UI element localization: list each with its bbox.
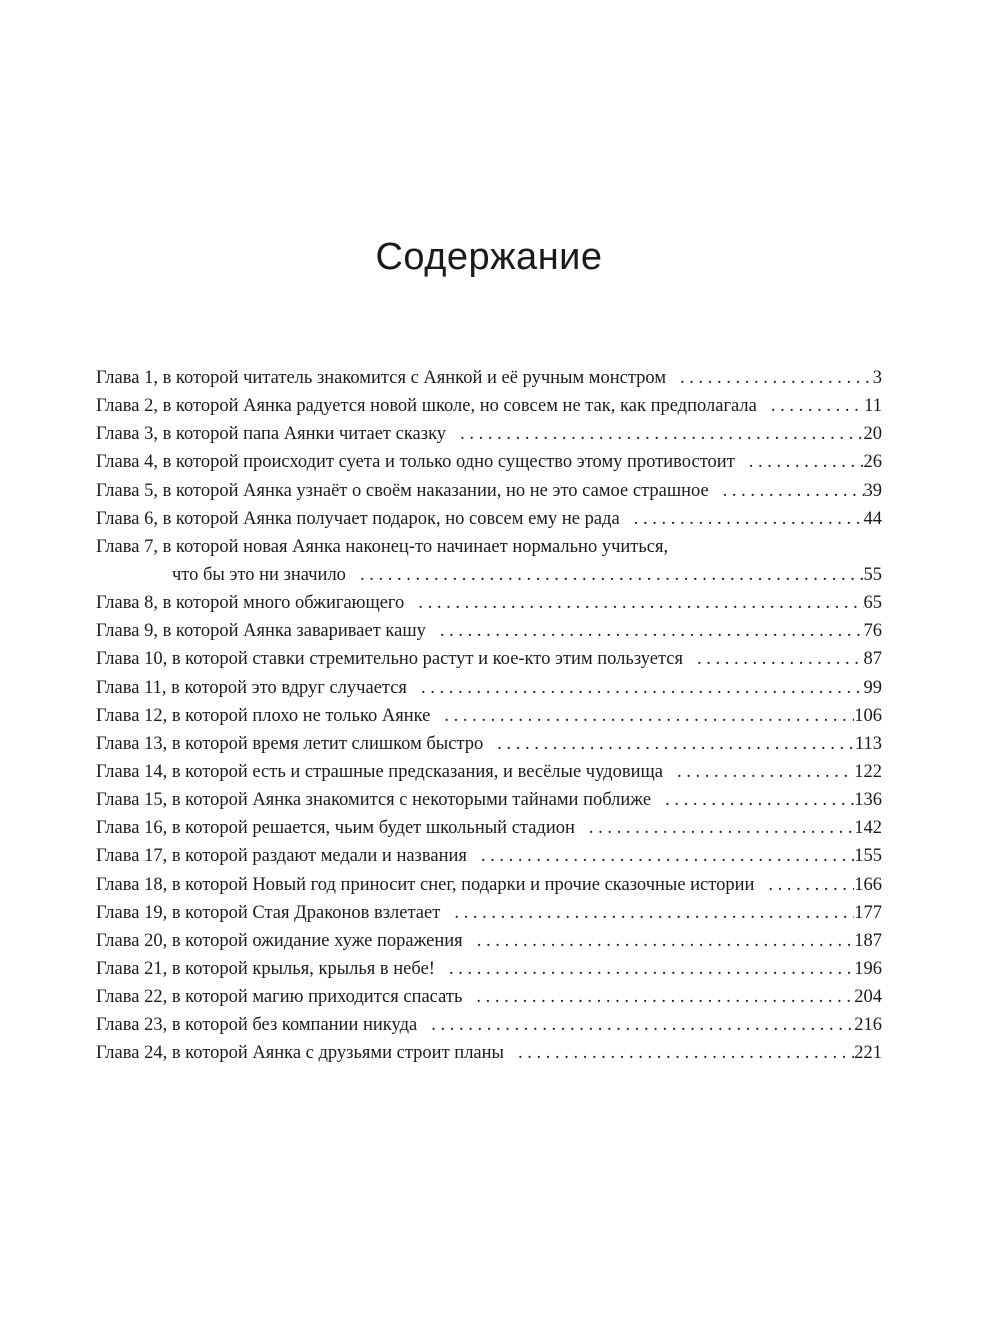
toc-entry-page: 122	[854, 761, 882, 782]
dot-leader	[431, 1011, 854, 1039]
toc-entry-4	[96, 448, 882, 476]
toc-entry-label: Глава 9, в которой Аянка заваривает кашу	[96, 621, 426, 642]
dot-leader	[723, 477, 864, 505]
toc-entry-label: Глава 15, в которой Аянка знакомится с некоторыми тайнами поближе	[96, 790, 652, 811]
toc-entry-5	[96, 477, 882, 505]
toc-entry-page: 99	[863, 677, 882, 698]
dot-leader	[680, 364, 873, 392]
toc-entry-label: Глава 16, в которой решается, чьим будет школьный стадион	[96, 818, 575, 839]
dot-leader	[697, 645, 863, 673]
toc-entry-page: 26	[863, 452, 882, 473]
dot-leader	[454, 899, 854, 927]
dot-leader	[444, 702, 854, 730]
dot-leader	[477, 927, 855, 955]
toc-entry-label: Глава 19, в которой Стая Драконов взлетает	[96, 902, 441, 923]
toc-entry-page: 142	[854, 818, 882, 839]
toc-entry-18	[96, 871, 882, 899]
dot-leader	[768, 871, 854, 899]
toc-entry-page: 76	[863, 621, 882, 642]
toc-entry-label: Глава 23, в которой без компании никуда	[96, 1015, 418, 1036]
dot-leader	[665, 786, 854, 814]
toc-entry-page: 11	[864, 396, 882, 417]
toc-entry-label: Глава 2, в которой Аянка радуется новой школе, но совсем не так, как предполагала	[96, 396, 757, 417]
toc-entry-continuation: что бы это ни значило	[172, 564, 346, 585]
toc-entry-page: 44	[863, 508, 882, 529]
toc-entry-page: 3	[872, 368, 882, 388]
dot-leader	[634, 505, 864, 533]
toc-entry-17	[96, 842, 882, 870]
toc-entry-14	[96, 758, 882, 786]
toc-entry-16	[96, 814, 882, 842]
toc-entry-12	[96, 702, 882, 730]
toc-entry-13	[96, 730, 882, 758]
table-of-contents	[96, 364, 882, 1068]
dot-leader	[421, 674, 864, 702]
toc-entry-label: Глава 5, в которой Аянка узнаёт о своём наказании, но не это самое страшное	[96, 480, 709, 501]
toc-entry-page: 136	[854, 790, 882, 811]
toc-entry-label: Глава 24, в которой Аянка с друзьями строит планы	[96, 1043, 504, 1064]
toc-entry-24	[96, 1039, 882, 1067]
toc-entry-22	[96, 983, 882, 1011]
toc-entry-page: 113	[854, 733, 882, 754]
toc-entry-page: 155	[854, 846, 882, 867]
toc-entry-11	[96, 674, 882, 702]
toc-entry-label: Глава 21, в которой крылья, крылья в небе!	[96, 958, 435, 979]
toc-entry-21	[96, 955, 882, 983]
toc-entry-15	[96, 786, 882, 814]
dot-leader	[749, 448, 864, 476]
dot-leader	[677, 758, 854, 786]
dot-leader	[476, 983, 854, 1011]
toc-entry-page: 196	[854, 958, 882, 979]
toc-entry-label: Глава 10, в которой ставки стремительно растут и кое-кто этим пользуется	[96, 649, 684, 670]
dot-leader	[481, 842, 854, 870]
toc-entry-page: 106	[854, 705, 882, 726]
toc-entry-label: Глава 13, в которой время летит слишком быстро	[96, 733, 484, 754]
toc-entry-label: Глава 12, в которой плохо не только Аянке	[96, 705, 431, 726]
toc-entry-continuation-line	[96, 561, 882, 589]
dot-leader	[360, 561, 864, 589]
toc-entry-7	[96, 533, 882, 589]
page-title: Содержание	[375, 236, 603, 278]
toc-entry-label: Глава 18, в которой Новый год приносит снег, подарки и прочие сказочные истории	[96, 874, 755, 895]
toc-entry-label: Глава 6, в которой Аянка получает подарок, но совсем ему не рада	[96, 508, 620, 529]
toc-entry-page: 204	[854, 987, 882, 1008]
toc-entry-page: 20	[863, 424, 882, 445]
toc-entry-label: Глава 20, в которой ожидание хуже поражения	[96, 930, 463, 951]
toc-entry-20	[96, 927, 882, 955]
toc-entry-label: Глава 3, в которой папа Аянки читает сказку	[96, 424, 447, 445]
toc-entry-label: Глава 4, в которой происходит суета и только одно существо этому противостоит	[96, 452, 735, 473]
toc-entry-page: 166	[854, 874, 882, 895]
toc-entry-page: 216	[854, 1015, 882, 1036]
toc-entry-10	[96, 645, 882, 673]
toc-entry-19	[96, 899, 882, 927]
toc-entry-8	[96, 589, 882, 617]
toc-entry-label: Глава 1, в которой читатель знакомится с Аянкой и её ручным монстром	[96, 368, 667, 388]
toc-entry-9	[96, 617, 882, 645]
dot-leader	[589, 814, 854, 842]
toc-entry-label: Глава 22, в которой магию приходится спасать	[96, 987, 463, 1008]
toc-entry-page: 65	[863, 593, 882, 614]
toc-entry-page: 221	[854, 1043, 882, 1064]
dot-leader	[497, 730, 855, 758]
dot-leader	[771, 392, 864, 420]
toc-entry-3	[96, 420, 882, 448]
toc-entry-6	[96, 505, 882, 533]
toc-entry-2	[96, 392, 882, 420]
toc-entry-label: Глава 17, в которой раздают медали и названия	[96, 846, 467, 867]
toc-entry-label: Глава 14, в которой есть и страшные предсказания, и весёлые чудовища	[96, 761, 663, 782]
dot-leader	[449, 955, 854, 983]
toc-entry-label: Глава 11, в которой это вдруг случается	[96, 677, 407, 698]
dot-leader	[418, 589, 863, 617]
toc-entry-1	[96, 364, 882, 392]
dot-leader	[518, 1039, 854, 1067]
toc-entry-page: 187	[854, 930, 882, 951]
toc-entry-page: 39	[863, 480, 882, 501]
toc-entry-label: Глава 7, в которой новая Аянка наконец-то начинает нормально учиться,	[96, 536, 669, 557]
toc-entry-page: 55	[863, 564, 882, 585]
toc-entry-page: 87	[863, 649, 882, 670]
toc-entry-23	[96, 1011, 882, 1039]
dot-leader	[460, 420, 863, 448]
toc-entry-page: 177	[854, 902, 882, 923]
dot-leader	[440, 617, 864, 645]
toc-entry-label: Глава 8, в которой много обжигающего	[96, 593, 405, 614]
